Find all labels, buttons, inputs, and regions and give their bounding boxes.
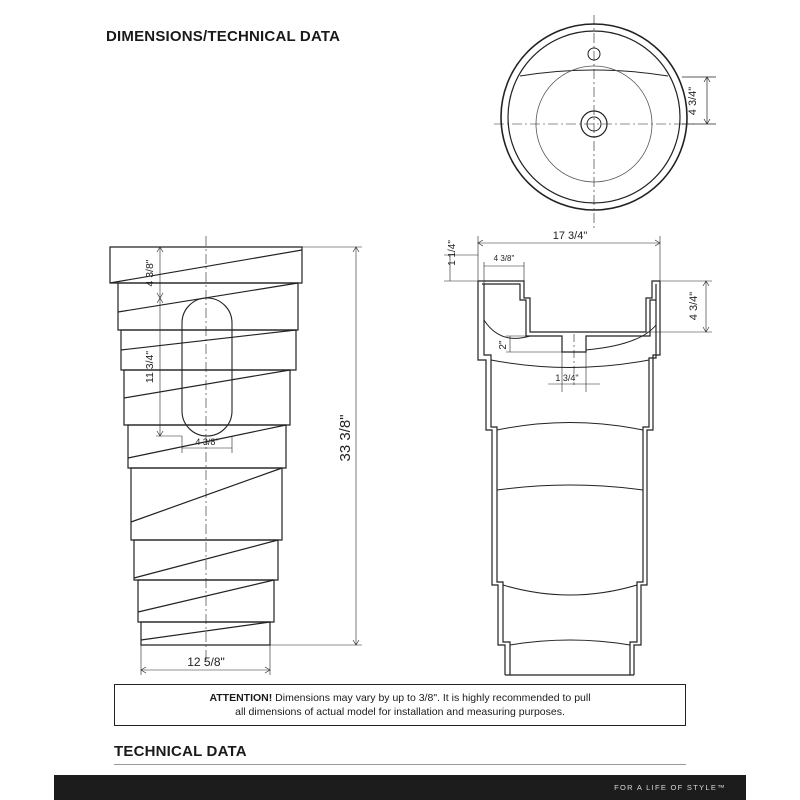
divider bbox=[114, 764, 686, 765]
front-view-total-height-label: 33 3/8" bbox=[337, 414, 354, 462]
front-view-slot-height-label: 11 3/4" bbox=[144, 350, 156, 384]
section-heading-technical: TECHNICAL DATA bbox=[114, 743, 247, 760]
front-view-slot-width-label: 4 3/8" bbox=[195, 437, 219, 447]
top-view-depth-label: 4 3/4" bbox=[687, 86, 699, 116]
section-view-ledge-width-label: 4 3/8" bbox=[493, 254, 515, 263]
section-heading-dimensions: DIMENSIONS/TECHNICAL DATA bbox=[106, 28, 341, 45]
section-view-drain-width-label: 1 3/4" bbox=[555, 373, 579, 383]
front-view-bottom-width-label: 12 5/8" bbox=[187, 655, 225, 669]
attention-notice bbox=[114, 684, 686, 726]
section-view-width-label: 17 3/4" bbox=[552, 230, 588, 242]
footer-bar bbox=[54, 775, 746, 800]
footer-tagline: FOR A LIFE OF STYLE™ bbox=[614, 783, 726, 792]
front-view-top-height-label: 4 3/8" bbox=[144, 259, 156, 287]
section-view bbox=[444, 236, 712, 675]
front-view bbox=[110, 236, 362, 675]
attention-line1: Dimensions may vary by up to 3/8". It is highly recommended to pull bbox=[272, 692, 591, 704]
front-view-slot bbox=[182, 298, 232, 436]
section-view-basin-depth-label: 4 3/4" bbox=[688, 291, 700, 321]
attention-label: ATTENTION! bbox=[209, 692, 273, 704]
attention-line2: all dimensions of actual model for installation and measuring purposes. bbox=[235, 706, 565, 718]
section-view-drain-depth-label: 2" bbox=[498, 340, 509, 350]
section-view-rim-height-label: 1 1/4" bbox=[447, 240, 458, 266]
top-view bbox=[494, 15, 716, 228]
